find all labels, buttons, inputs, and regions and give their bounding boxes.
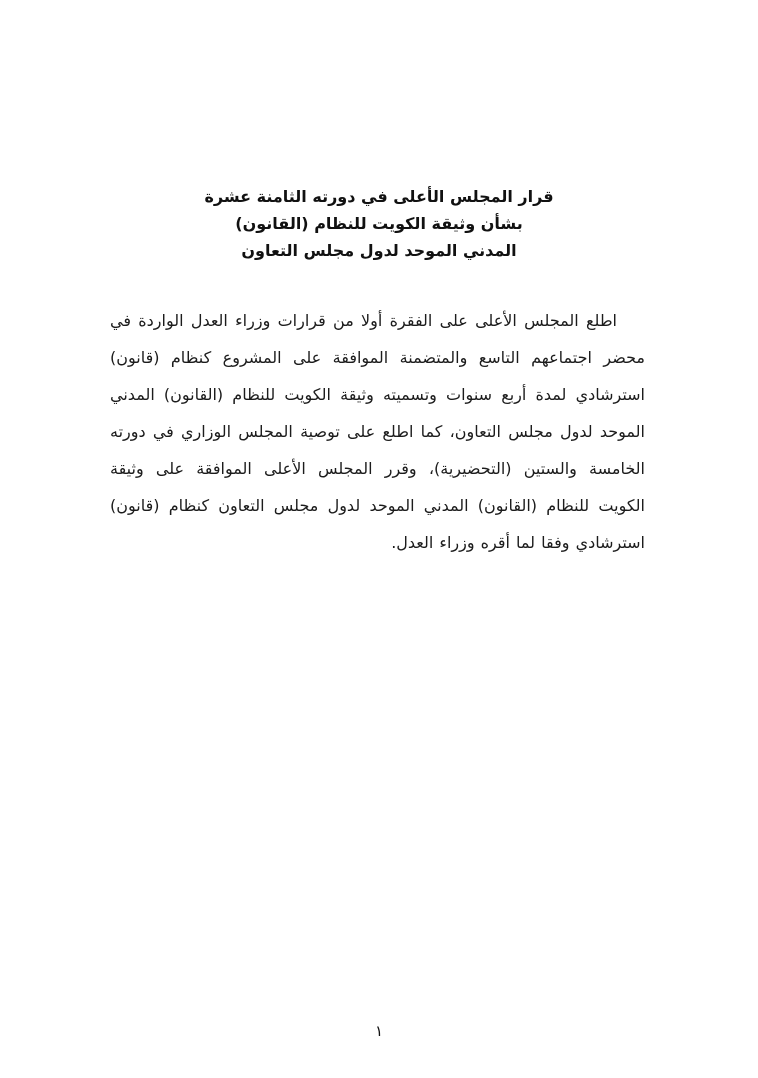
document-body <box>110 302 645 561</box>
page-number: ١ <box>374 1022 384 1040</box>
document-title <box>0 0 758 264</box>
title-line-1: قرار المجلس الأعلى في دورته الثامنة عشرة <box>204 187 554 206</box>
body-paragraph: اطلع المجلس الأعلى على الفقرة أولا من قرارات وزراء العدل الواردة في محضر اجتماعهم التاسع والمتضمنة الموافقة على المشروع كنظام (قانون) استرشادي لمدة أربع سنوات وتسميته وثيقة الكويت للنظام (القانون) المدني الموحد لدول مجلس التعاون، كما اطلع على توصية المجلس الوزاري في دورته الخامسة والستين (التحضيرية)، وقرر المجلس الأعلى الموافقة على وثيقة الكويت للنظام (القانون) المدني الموحد لدول مجلس التعاون كنظام (قانون) استرشادي وفقا لما أقره وزراء العدل. <box>110 311 645 552</box>
title-line-2: بشأن وثيقة الكويت للنظام (القانون) <box>235 214 523 233</box>
title-line-3: المدني الموحد لدول مجلس التعاون <box>241 241 517 260</box>
